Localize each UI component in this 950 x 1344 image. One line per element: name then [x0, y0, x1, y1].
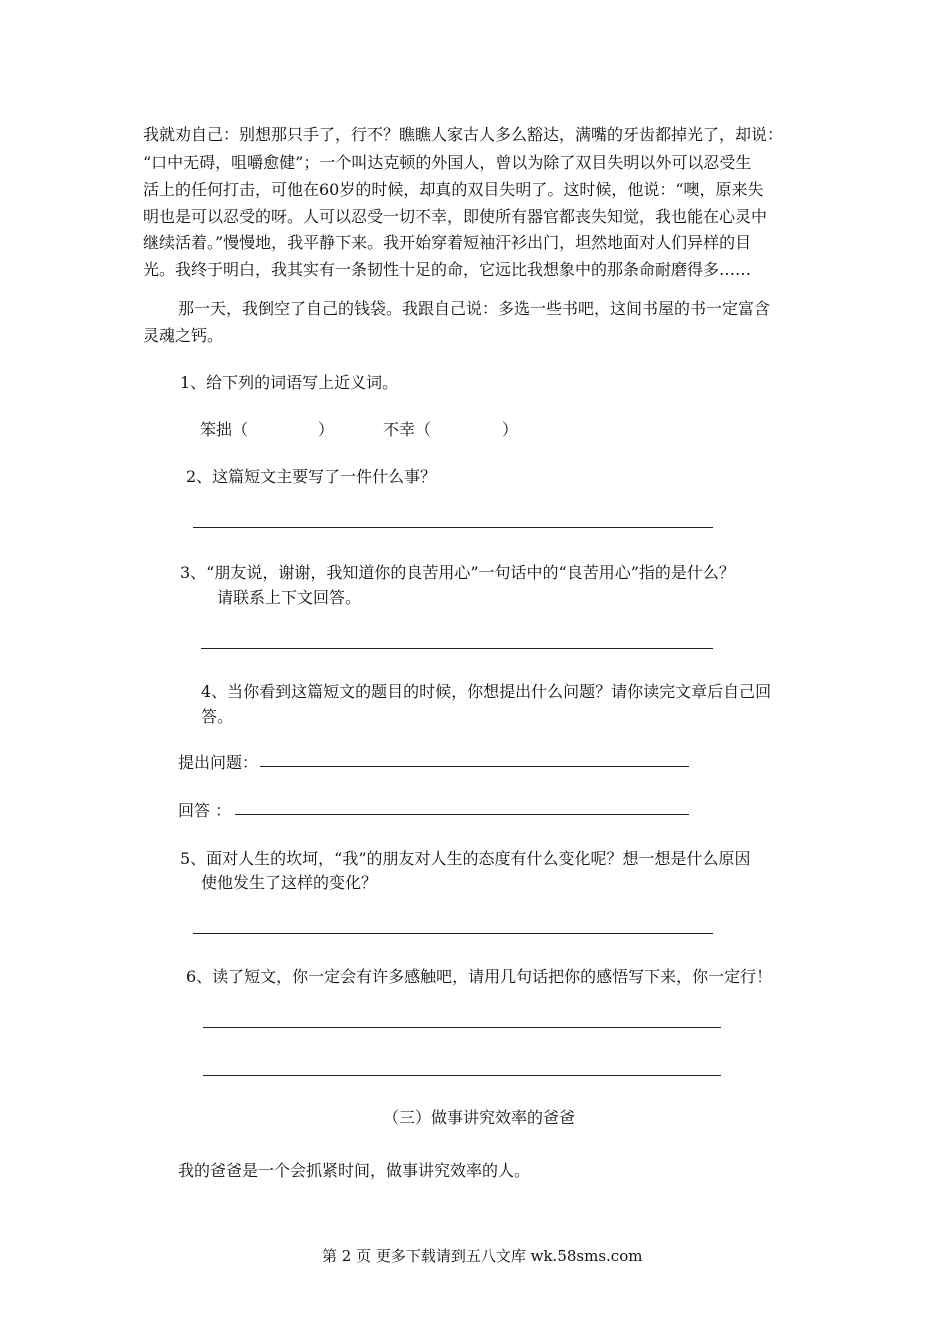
q6-answer-line-1[interactable]: [203, 1027, 721, 1028]
passage-line: 那一天，我倒空了自己的钱袋。我跟自己说：多选一些书吧，这间书屋的书一定富含: [178, 299, 771, 318]
question-2: 2、这篇短文主要写了一件什么事？: [186, 467, 437, 486]
passage-line: “口中无碍，咀嚼愈健”；一个叫达克顿的外国人，曾以为除了双目失明以外可以忍受生: [143, 153, 752, 172]
question-6: 6、读了短文，你一定会有许多感触吧，请用几句话把你的感悟写下来，你一定行！: [186, 967, 773, 986]
q1-close-2: ）: [502, 420, 519, 439]
passage-line: 我就劝自己：别想那只手了，行不？瞧瞧人家古人多么豁达，满嘴的牙齿都掉光了，却说：: [143, 125, 784, 144]
page-footer: 第 2 页 更多下载请到五八文库 wk.58sms.com: [322, 1247, 643, 1265]
q1-word-2: 不幸（: [383, 420, 432, 439]
question-1: 1、给下列的词语写上近义词。: [180, 373, 399, 392]
passage-line: 明也是可以忍受的呀。人可以忍受一切不幸，即使所有器官都丧失知觉，我也能在心灵中: [143, 207, 768, 226]
question-3-cont: 请联系上下文回答。: [217, 588, 362, 607]
q5-answer-line[interactable]: [193, 933, 713, 934]
q3-answer-line[interactable]: [201, 648, 713, 649]
passage-line: 灵魂之钙。: [143, 326, 224, 345]
question-4-cont: 答。: [201, 707, 234, 726]
passage-line: 活上的任何打击，可他在60岁的时候，却真的双目失明了。这时候，他说：“噢，原来失: [143, 180, 764, 199]
section-title: （三）做事讲究效率的爸爸: [383, 1108, 576, 1127]
q2-answer-line[interactable]: [193, 527, 713, 528]
question-5: 5、面对人生的坎坷，“我”的朋友对人生的态度有什么变化呢？想一想是什么原因: [180, 849, 751, 868]
question-3: 3、“朋友说，谢谢，我知道你的良苦用心”一句话中的“良苦用心”指的是什么？: [180, 563, 735, 582]
section-first-line: 我的爸爸是一个会抓紧时间，做事讲究效率的人。: [178, 1161, 531, 1180]
q4-answer-label: 回答 ：: [178, 801, 232, 820]
q1-close-1: ）: [318, 420, 335, 439]
passage-line: 继续活着。”慢慢地，我平静下来。我开始穿着短袖汗衫出门，坦然地面对人们异样的目: [143, 233, 752, 252]
q4-ask-line[interactable]: [260, 766, 689, 767]
passage-line: 光。我终于明白，我其实有一条韧性十足的命，它远比我想象中的那条命耐磨得多……: [143, 260, 752, 279]
q6-answer-line-2[interactable]: [203, 1075, 721, 1076]
question-4: 4、当你看到这篇短文的题目的时候，你想提出什么问题？请你读完文章后自己回: [201, 682, 772, 701]
question-5-cont: 使他发生了这样的变化？: [201, 873, 378, 892]
q4-ask-label: 提出问题：: [178, 753, 259, 772]
q4-answer-line[interactable]: [235, 814, 689, 815]
q1-word-1: 笨拙（: [200, 420, 249, 439]
